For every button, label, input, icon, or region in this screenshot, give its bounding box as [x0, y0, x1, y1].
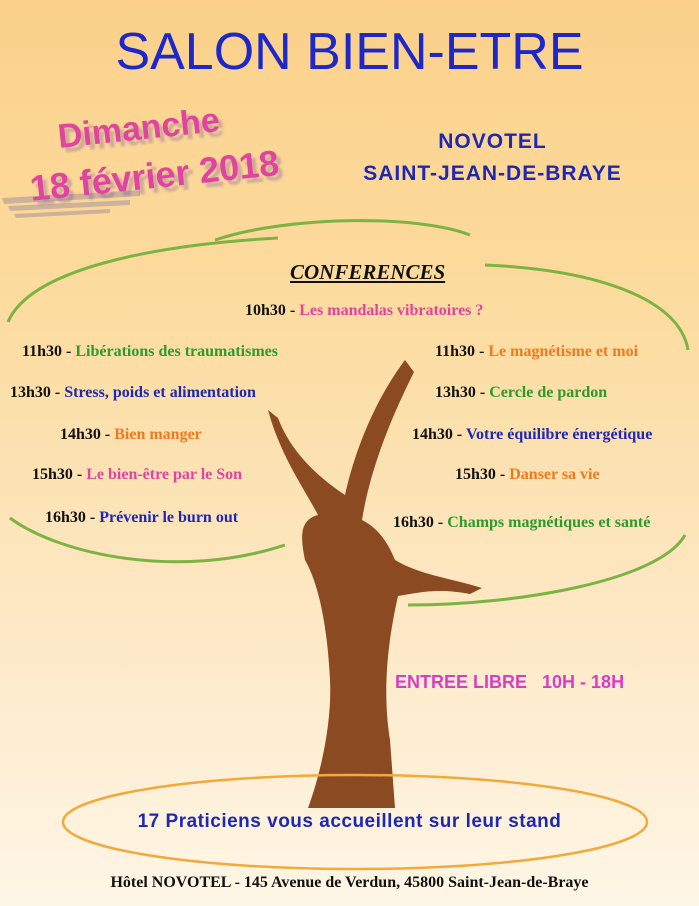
- session-title: Le bien-être par le Son: [86, 466, 243, 483]
- conferences-heading: CONFERENCES: [290, 260, 446, 284]
- session-title: Stress, poids et alimentation: [64, 384, 256, 401]
- session-item: 14h30 - Bien manger: [60, 426, 202, 443]
- session-item: 13h30 - Cercle de pardon: [435, 384, 608, 401]
- practitioners-text: 17 Praticiens vous accueillent sur leur stand: [137, 811, 562, 832]
- session-title: Le magnétisme et moi: [488, 343, 639, 360]
- session-item: 11h30 - Libérations des traumatismes: [22, 343, 278, 360]
- entry-info: [395, 672, 624, 693]
- session-title: Libérations des traumatismes: [75, 343, 278, 360]
- date-day: Dimanche: [55, 101, 222, 156]
- session-item: 11h30 - Le magnétisme et moi: [435, 343, 639, 360]
- session-item: 15h30 - Danser sa vie: [455, 466, 600, 483]
- session-time: 15h30: [455, 466, 496, 483]
- session-item: 15h30 - Le bien-être par le Son: [32, 466, 243, 483]
- session-time: 16h30: [393, 514, 434, 531]
- date-full: 18 février 2018: [27, 141, 281, 209]
- session-item: 10h30 - Les mandalas vibratoires ?: [245, 302, 484, 319]
- canopy-arc-right-top: [485, 265, 688, 350]
- session-time: 11h30: [435, 343, 476, 360]
- entry-hours: 10H - 18H: [542, 672, 625, 692]
- session-time: 13h30: [10, 384, 51, 401]
- session-time: 13h30: [435, 384, 476, 401]
- session-title: Bien manger: [114, 426, 202, 443]
- canopy-arc-right-bottom: [408, 535, 685, 605]
- session-item: 13h30 - Stress, poids et alimentation: [10, 384, 256, 401]
- canopy-arc-left-top: [8, 238, 278, 322]
- venue-name: NOVOTEL: [438, 130, 547, 153]
- poster-title: SALON BIEN-ETRE: [115, 23, 584, 81]
- session-title: Cercle de pardon: [489, 384, 608, 401]
- session-item: 16h30 - Champs magnétiques et santé: [393, 514, 651, 531]
- address-footer: Hôtel NOVOTEL - 145 Avenue de Verdun, 45800 Saint-Jean-de-Braye: [110, 874, 589, 891]
- session-time: 10h30: [245, 302, 286, 319]
- session-time: 15h30: [32, 466, 73, 483]
- session-item: 16h30 - Prévenir le burn out: [45, 509, 239, 526]
- session-title: Danser sa vie: [509, 466, 600, 483]
- venue-city: SAINT-JEAN-DE-BRAYE: [363, 162, 622, 185]
- canopy-arc-top: [215, 221, 470, 240]
- session-title: Votre équilibre énergétique: [465, 426, 653, 443]
- session-time: 11h30: [22, 343, 63, 360]
- session-title: Les mandalas vibratoires ?: [299, 302, 484, 319]
- entry-label: ENTREE LIBRE: [395, 672, 528, 692]
- session-item: 14h30 - Votre équilibre énergétique: [412, 426, 653, 443]
- session-title: Champs magnétiques et santé: [447, 514, 651, 531]
- session-time: 16h30: [45, 509, 86, 526]
- session-time: 14h30: [60, 426, 101, 443]
- session-time: 14h30: [412, 426, 453, 443]
- session-title: Prévenir le burn out: [99, 509, 239, 526]
